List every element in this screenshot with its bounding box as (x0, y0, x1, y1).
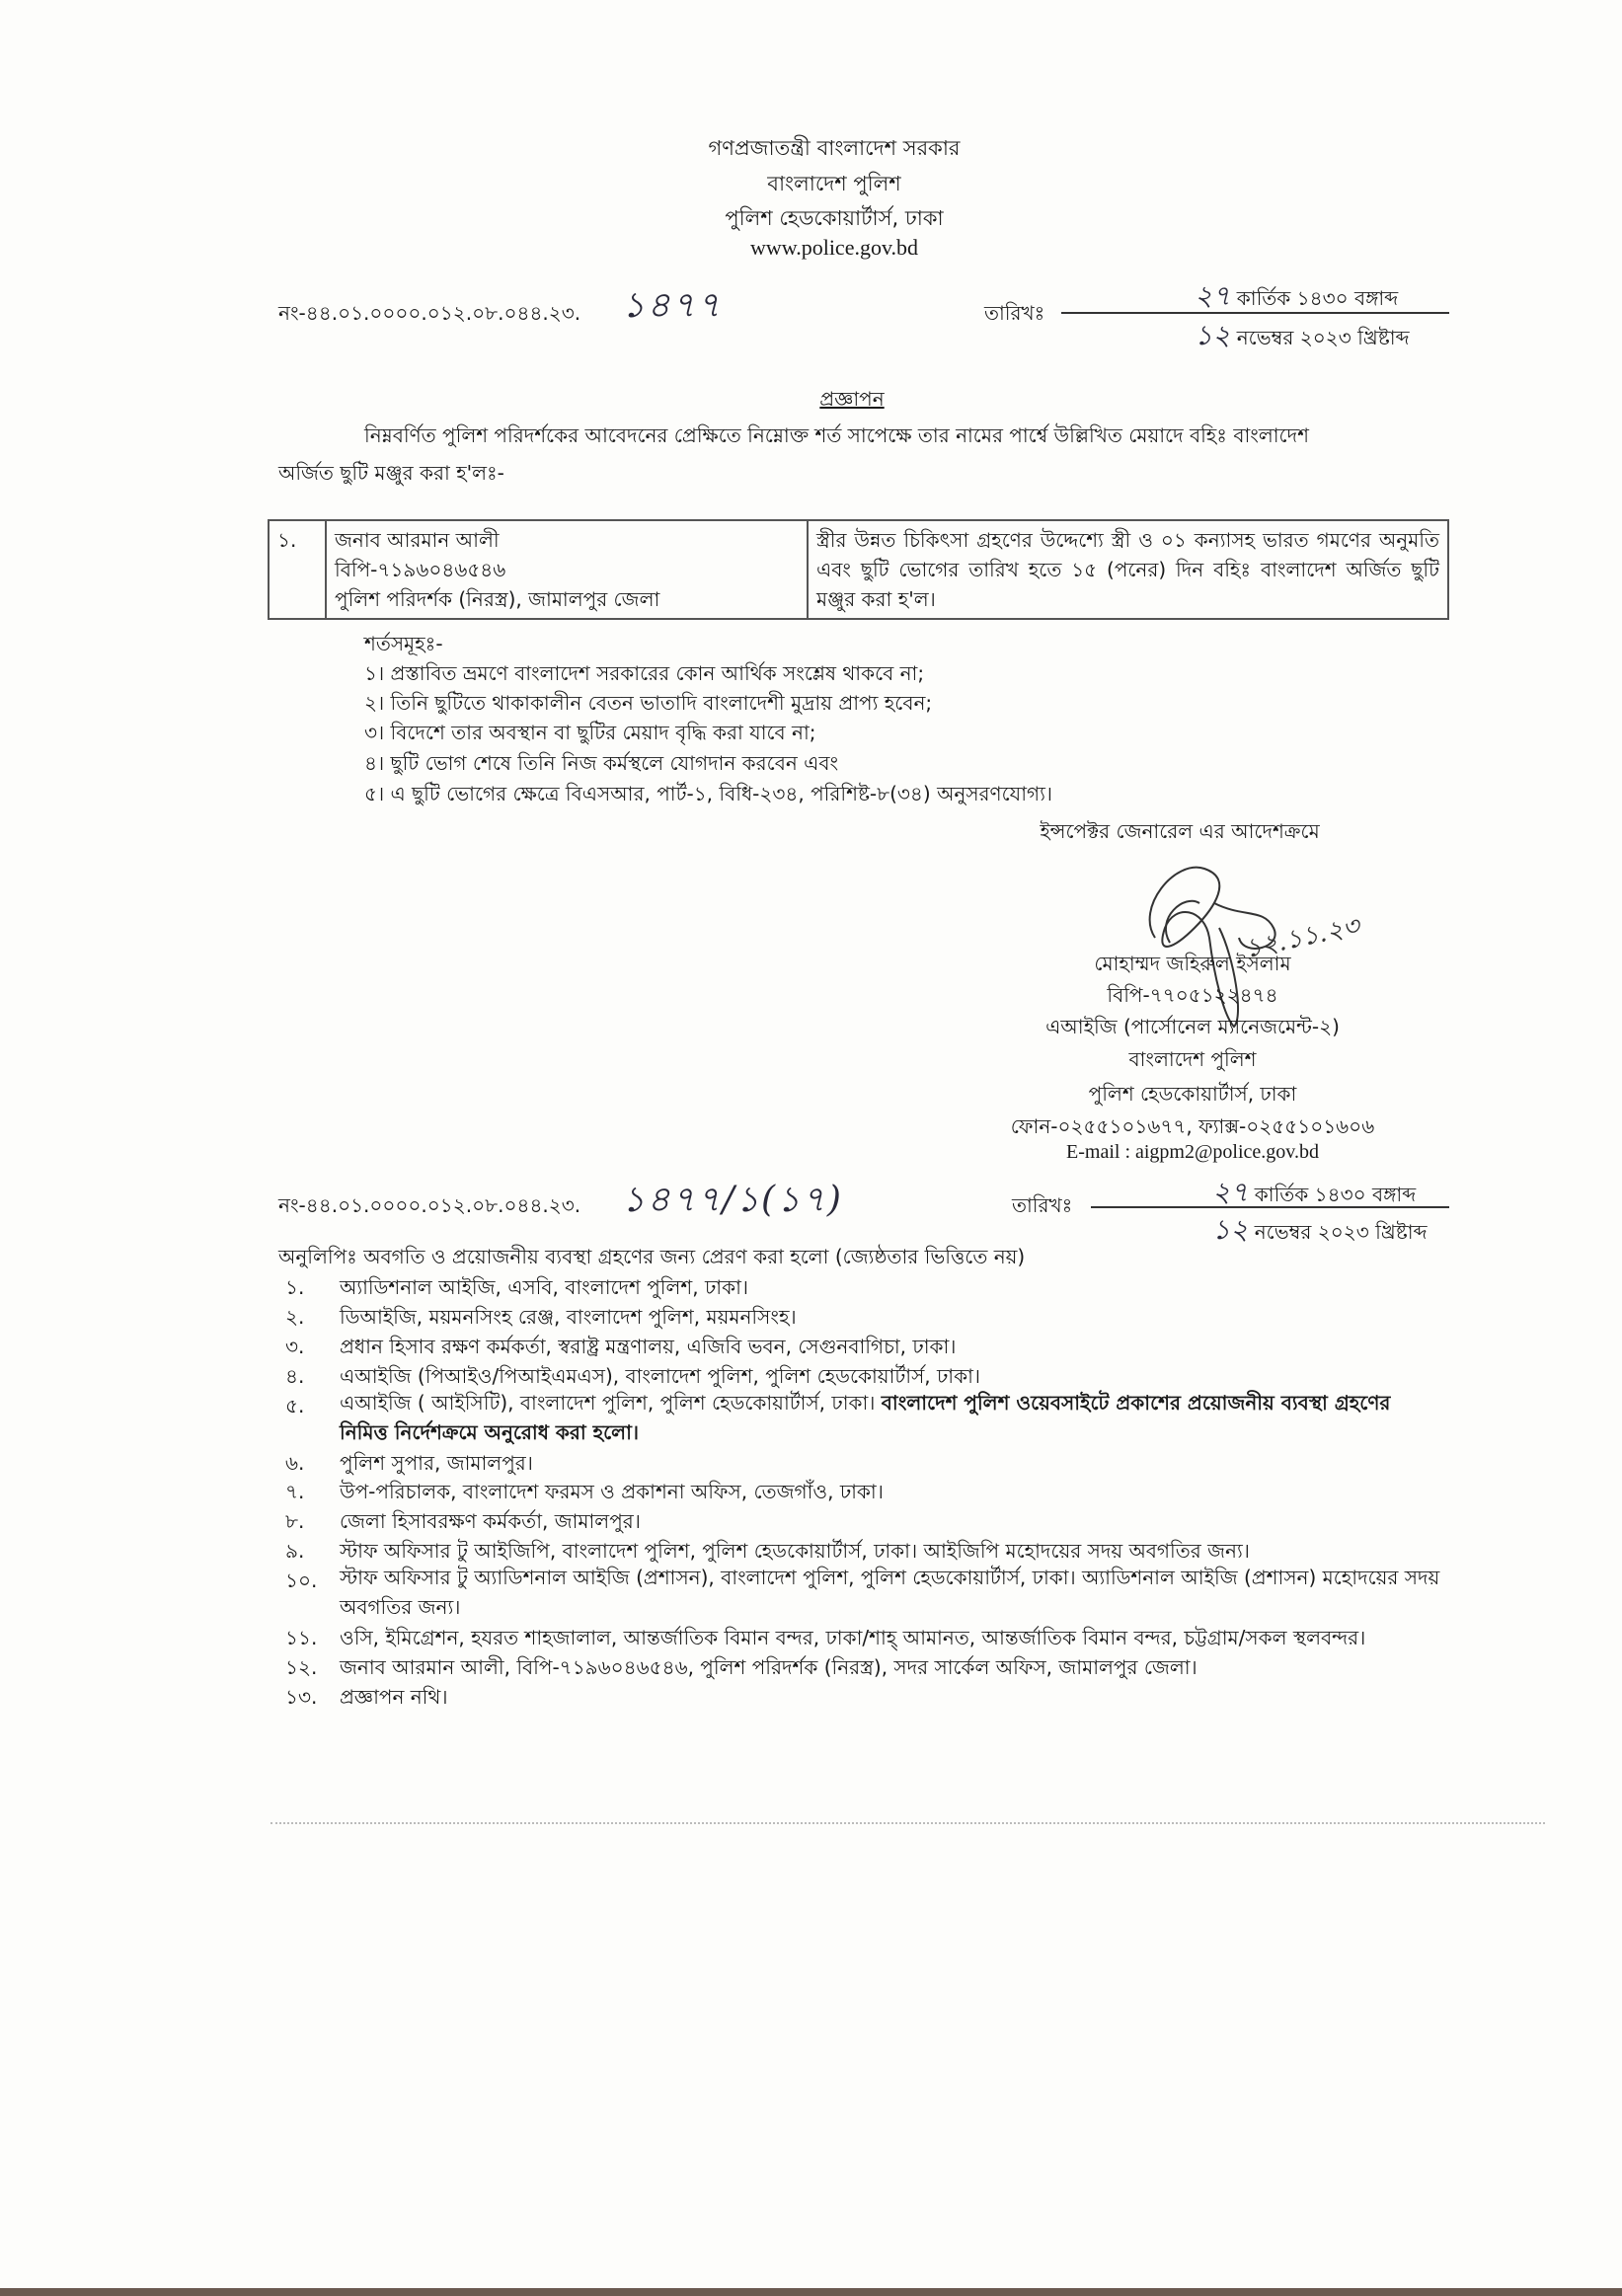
copy-recipient: প্রধান হিসাব রক্ষণ কর্মকর্তা, স্বরাষ্ট্র মন্ত্রণালয়, এজিবি ভবন, সেগুনবাগিচা, ঢাকা। (340, 1335, 957, 1358)
copy-number: ১. (285, 1275, 305, 1299)
memo2-date-greg-day: ১২ (1212, 1213, 1249, 1246)
copy-number: ২. (285, 1305, 305, 1329)
condition-item: ৪। ছুটি ভোগ শেষে তিনি নিজ কর্মস্থলে যোগদান করবেন এবং (364, 751, 839, 775)
memo-number: নং-৪৪.০১.০০০০.০১২.০৮.০৪৪.২৩. (278, 301, 581, 325)
signature-date: ১২.১১.২৩ (1242, 911, 1362, 965)
memo2-number: নং-৪৪.০১.০০০০.০১২.০৮.০৪৪.২৩. (278, 1193, 581, 1217)
officer-name: জনাব আরমান আলী (335, 528, 500, 552)
copy-recipient: ডিআইজি, ময়মনসিংহ রেঞ্জ, বাংলাদেশ পুলিশ, ময়মনসিংহ। (340, 1305, 797, 1329)
condition-item: ২। তিনি ছুটিতে থাকাকালীন বেতন ভাতাদি বাংলাদেশী মুদ্রায় প্রাপ্য হবেন; (364, 691, 933, 715)
copy-number: ১০. (285, 1569, 318, 1592)
copy-number: ১১. (285, 1626, 318, 1649)
intro-line-2: অর্জিত ছুটি মঞ্জুর করা হ'লঃ- (278, 461, 504, 485)
govt-title: গণপ্রজাতন্ত্রী বাংলাদেশ সরকার (708, 136, 961, 160)
copy-number: ৩. (285, 1335, 305, 1358)
memo2-date-greg-rest: নভেম্বর ২০২৩ খ্রিষ্টাব্দ (1254, 1220, 1428, 1244)
copy-instruction: বাংলাদেশ পুলিশ ওয়েবসাইটে প্রকাশের প্রয়োজনীয় ব্যবস্থা গ্রহণের নিমিত্ত নির্দেশক্রমে অনুরোধ করা হলো। (340, 1391, 1391, 1444)
date-bangla-day: ২৭ (1195, 279, 1231, 312)
copy-recipient: উপ-পরিচালক, বাংলাদেশ ফরমস ও প্রকাশনা অফিস, তেজগাঁও, ঢাকা। (340, 1480, 884, 1503)
signer-org: বাংলাদেশ পুলিশ (1128, 1047, 1257, 1071)
date-bangla-rest: কার্তিক ১৪৩০ বঙ্গাব্দ (1236, 286, 1399, 310)
office-title: পুলিশ হেডকোয়ার্টার্স, ঢাকা (725, 206, 944, 230)
copy-number: ১৩. (285, 1685, 318, 1709)
copy-number: ৬. (285, 1451, 305, 1475)
memo-handwritten-number: ১৪৭৭ (622, 285, 723, 326)
table-row (269, 520, 1448, 619)
signer-email[interactable]: E-mail : aigpm2@police.gov.bd (1066, 1141, 1319, 1163)
copy-number: ৮. (285, 1509, 305, 1533)
officer-bp: বিপি-৭১৯৬০৪৬৫৪৬ (335, 558, 506, 581)
copy-recipient: এআইজি (পিআইও/পিআইএমএস), বাংলাদেশ পুলিশ, পুলিশ হেডকোয়ার্টার্স, ঢাকা। (340, 1364, 981, 1388)
signer-phone-fax: ফোন-০২৫৫১০১৬৭৭, ফ্যাক্স-০২৫৫১০১৬০৬ (1010, 1114, 1375, 1138)
copy-number: ৫. (285, 1394, 305, 1417)
copy-recipient-text: এআইজি ( আইসিটি), বাংলাদেশ পুলিশ, পুলিশ হেডকোয়ার্টার্স, ঢাকা। (340, 1391, 876, 1415)
notification-title: প্রজ্ঞাপন (819, 387, 885, 411)
copy-recipient: অ্যাডিশনাল আইজি, এসবি, বাংলাদেশ পুলিশ, ঢাকা। (340, 1275, 749, 1299)
copy-recipient: জনাব আরমান আলী, বিপি-৭১৯৬০৪৬৫৪৬, পুলিশ পরিদর্শক (নিরস্ত্র), সদর সার্কেল অফিস, জামালপুর জেলা। (340, 1655, 1197, 1679)
copy-recipient: স্টাফ অফিসার টু অ্যাডিশনাল আইজি (প্রশাসন), বাংলাদেশ পুলিশ, পুলিশ হেডকোয়ার্টার্স, ঢাকা। অ্যাডিশনাল আইজি (প্রশাসন) মহোদয়ের সদয় অবগতির জন্য। (340, 1566, 1440, 1619)
date-label: তারিখঃ (984, 301, 1045, 325)
order-line: ইন্সপেক্টর জেনারেল এর আদেশক্রমে (1040, 819, 1320, 843)
signer-office: পুলিশ হেডকোয়ার্টার্স, ঢাকা (1088, 1082, 1297, 1106)
leave-grant-table (268, 519, 1449, 620)
date-gregorian (1195, 314, 1410, 360)
footer-divider (270, 1822, 1545, 1824)
signer-designation: এআইজি (পার্সোনেল ম্যানেজমেন্ট-২) (1045, 1015, 1340, 1038)
copy-number: ৭. (285, 1480, 305, 1503)
memo2-handwritten-number: ১৪৭৭/১(১৭) (622, 1180, 843, 1220)
date-greg-day: ১২ (1195, 319, 1231, 351)
copy-recipient: ওসি, ইমিগ্রেশন, হযরত শাহজালাল, আন্তর্জাতিক বিমান বন্দর, ঢাকা/শাহ্ আমানত, আন্তর্জাতিক বিমান বন্দর, চট্টগ্রাম/সকল স্থলবন্দর। (340, 1626, 1366, 1649)
copy-number: ১২. (285, 1655, 318, 1679)
conditions-heading: শর্তসমূহঃ- (364, 632, 443, 655)
condition-item: ৫। এ ছুটি ভোগের ক্ষেত্রে বিএসআর, পার্ট-১, বিধি-২৩৪, পরিশিষ্ট-৮(৩৪) অনুসরণযোগ্য। (364, 782, 1053, 805)
scan-edge (0, 2288, 1622, 2296)
serial-cell: ১. (269, 520, 326, 619)
copy-number: ৪. (285, 1364, 305, 1388)
memo2-date-label: তারিখঃ (1012, 1193, 1073, 1217)
memo2-date-bangla-rest: কার্তিক ১৪৩০ বঙ্গাব্দ (1254, 1183, 1417, 1206)
copy-recipient: প্রজ্ঞাপন নথি। (340, 1685, 448, 1709)
copy-recipient (340, 1388, 1445, 1447)
copy-recipient: জেলা হিসাবরক্ষণ কর্মকর্তা, জামালপুর। (340, 1509, 641, 1533)
intro-line-1: নিম্নবর্ণিত পুলিশ পরিদর্শকের আবেদনের প্রেক্ষিতে নিম্নোক্ত শর্ত সাপেক্ষে তার নামের পার্শ্বে উল্লিখিত মেয়াদে বহিঃ বাংলাদেশ (364, 423, 1309, 447)
copies-heading: অনুলিপিঃ অবগতি ও প্রয়োজনীয় ব্যবস্থা গ্রহণের জন্য প্রেরণ করা হলো (জ্যেষ্ঠতার ভিত্তিতে নয়) (278, 1245, 1026, 1268)
condition-item: ১। প্রস্তাবিত ভ্রমণে বাংলাদেশ সরকারের কোন আর্থিক সংশ্লেষ থাকবে না; (364, 661, 925, 685)
memo2-date-gregorian (1212, 1208, 1428, 1255)
copy-number: ৯. (285, 1539, 305, 1563)
website-link[interactable]: www.police.gov.bd (749, 235, 919, 260)
officer-cell (326, 520, 808, 619)
condition-item: ৩। বিদেশে তার অবস্থান বা ছুটির মেয়াদ বৃদ্ধি করা যাবে না; (364, 721, 816, 744)
org-title: বাংলাদেশ পুলিশ (767, 172, 901, 195)
signer-name: মোহাম্মদ জহিরুল ইসলাম (1094, 952, 1291, 975)
date-greg-rest: নভেম্বর ২০২৩ খ্রিষ্টাব্দ (1236, 326, 1410, 349)
memo2-date-bangla-day: ২৭ (1212, 1176, 1249, 1208)
officer-designation: পুলিশ পরিদর্শক (নিরস্ত্র), জামালপুর জেলা (335, 587, 660, 611)
copy-recipient: স্টাফ অফিসার টু আইজিপি, বাংলাদেশ পুলিশ, পুলিশ হেডকোয়ার্টার্স, ঢাকা। আইজিপি মহোদয়ের সদয় অবগতির জন্য। (340, 1539, 1250, 1563)
copy-recipient: পুলিশ সুপার, জামালপুর। (340, 1451, 533, 1475)
leave-details-cell: স্ত্রীর উন্নত চিকিৎসা গ্রহণের উদ্দেশ্যে স্ত্রী ও ০১ কন্যাসহ ভারত গমণের অনুমতি এবং ছুটি ভোগের তারিখ হতে ১৫ (পনের) দিন বহিঃ বাংলাদেশ অর্জিত ছুটি মঞ্জুর করা হ'ল। (808, 520, 1448, 619)
signer-bp: বিপি-৭৭০৫১২২৪৭৪ (1107, 983, 1278, 1007)
